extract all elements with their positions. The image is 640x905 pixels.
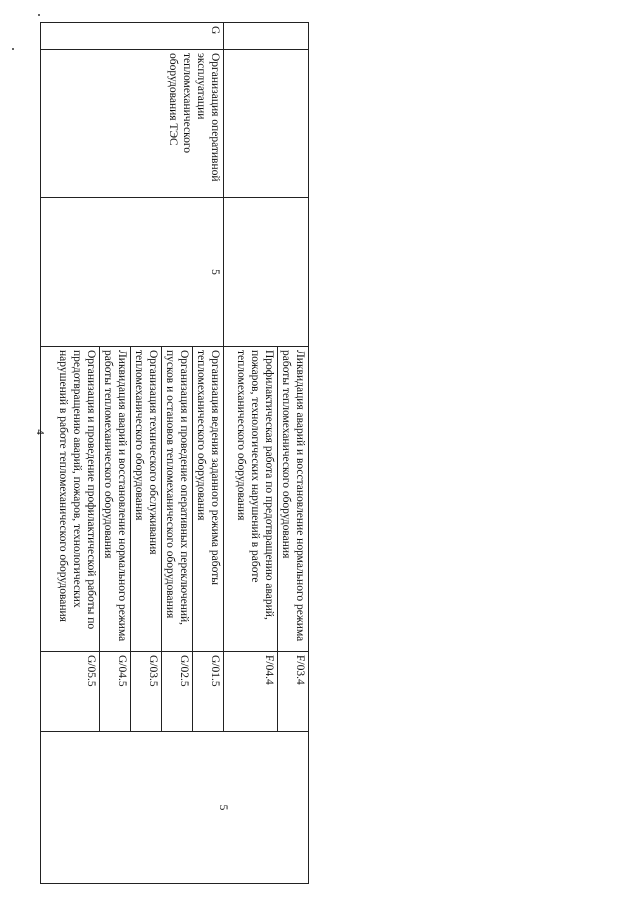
scan-speck — [38, 14, 40, 16]
function-code: G/02.5 — [162, 652, 193, 732]
function-code: G/03.5 — [131, 652, 162, 732]
function-code: F/04.4 — [224, 652, 278, 732]
cell-empty — [224, 198, 309, 347]
function-code: G/05.5 — [41, 652, 100, 732]
function-name: Организация и проведение оперативных переключений, пусков и остановов тепломеханического оборудования — [162, 347, 193, 652]
function-name: Профилактическая работа по предотвращению аварий, пожаров, технологических нарушений в работе тепломеханического оборудования — [224, 347, 278, 652]
function-name: Ликвидация аварий и восстановление нормального режима работы тепломеханического оборудования — [278, 347, 309, 652]
table-row-f1 — [278, 23, 309, 884]
function-name: Организация технического обслуживания тепломеханического оборудования — [131, 347, 162, 652]
cell-empty — [41, 732, 309, 884]
gtf-code: G — [41, 23, 224, 50]
function-name: Ликвидация аварий и восстановление нормального режима работы тепломеханического оборудования — [100, 347, 131, 652]
rotated-table-wrapper — [58, 22, 309, 883]
scan-speck — [12, 48, 14, 50]
function-name: Организация и проведение профилактической работы по предотвращению аварий, пожаров, технологических нарушений в работе тепломеханического оборудования — [41, 347, 100, 652]
function-code: G/04.5 — [100, 652, 131, 732]
function-level: 5 — [217, 804, 229, 811]
gtf-level: 5 — [41, 198, 224, 347]
page-number: 4 — [33, 429, 46, 435]
gtf-name: Организация оперативной эксплуатации тепломеханического оборудования ТЭС — [41, 50, 224, 198]
function-name: Организация ведения заданного режима работы тепломеханического оборудования — [193, 347, 224, 652]
function-code: G/01.5 — [193, 652, 224, 732]
functions-table — [40, 22, 309, 884]
function-code: F/03.4 — [278, 652, 309, 732]
cell-empty — [224, 50, 309, 198]
cell-empty — [224, 23, 309, 50]
